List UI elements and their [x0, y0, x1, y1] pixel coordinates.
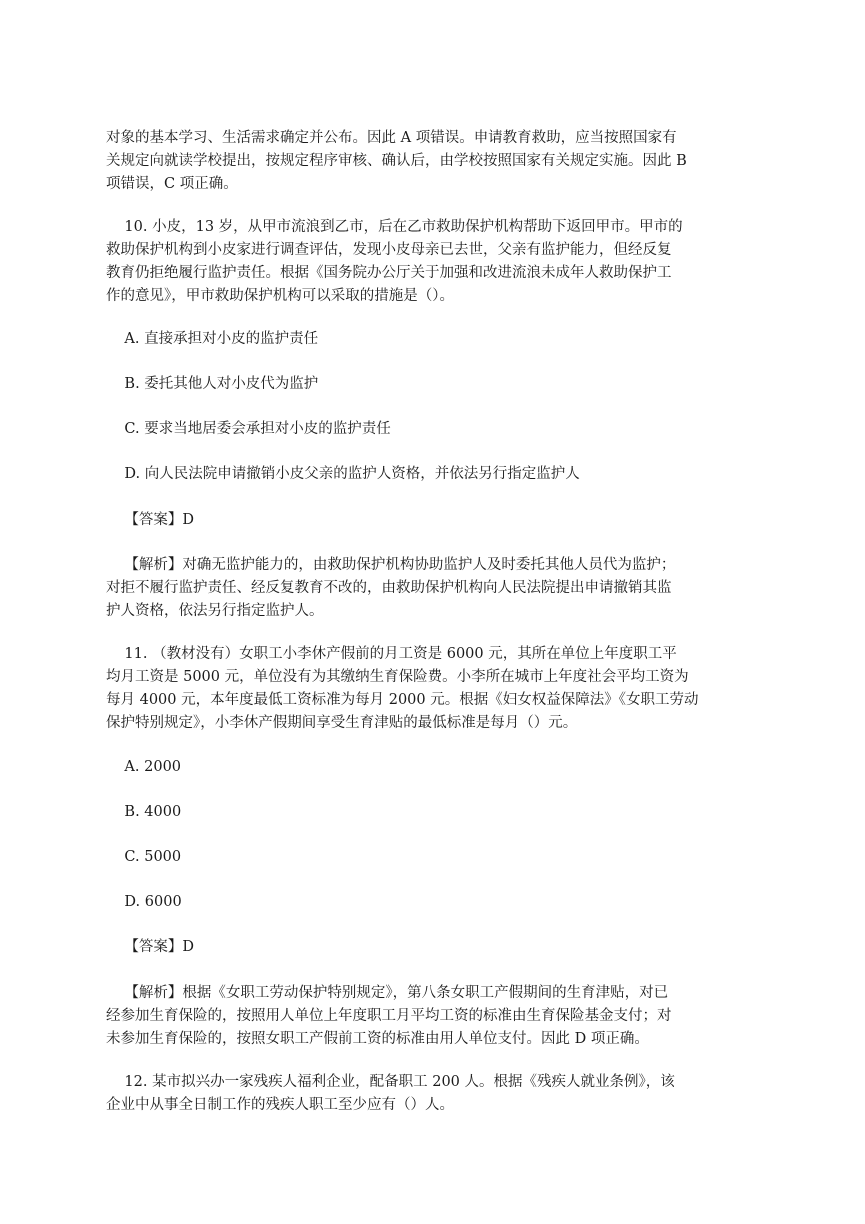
- option-a: [106, 756, 744, 779]
- text-line: C. 要求当地居委会承担对小皮的监护责任: [106, 421, 391, 437]
- text-line: B. 4000: [106, 804, 182, 820]
- question-12: [106, 1071, 744, 1117]
- text-line: 经参加生育保险的，按照用人单位上年度职工月平均工资的标准由生育保险基金支付；对: [106, 1008, 672, 1024]
- text-line: 救助保护机构到小皮家进行调查评估，发现小皮母亲已去世，父亲有监护能力，但经反复: [106, 242, 672, 258]
- text-line: 企业中从事全日制工作的残疾人职工至少应有（）人。: [106, 1097, 454, 1113]
- text-line: 关规定向就读学校提出，按规定程序审核、确认后，由学校按照国家有关规定实施。因此 B: [106, 153, 687, 169]
- text-line: 10. 小皮，13 岁，从甲市流浪到乙市，后在乙市救助保护机构帮助下返回甲市。甲市的: [106, 219, 683, 235]
- text-line: 对拒不履行监护责任、经反复教育不改的，由救助保护机构向人民法院提出申请撤销其监: [106, 580, 672, 596]
- text-line: B. 委托其他人对小皮代为监护: [106, 376, 319, 392]
- option-b: [106, 801, 744, 824]
- explanation: [106, 982, 744, 1051]
- text-line: 12. 某市拟兴办一家残疾人福利企业，配备职工 200 人。根据《残疾人就业条例》，该: [106, 1074, 675, 1090]
- text-line: 【解析】根据《女职工劳动保护特别规定》，第八条女职工产假期间的生育津贴，对已: [106, 985, 669, 1001]
- option-c: [106, 418, 744, 441]
- text-line: 教育仍拒绝履行监护责任。根据《国务院办公厅关于加强和改进流浪未成年人救助保护工: [106, 265, 672, 281]
- option-d: [106, 891, 744, 914]
- text-line: D. 向人民法院申请撤销小皮父亲的监护人资格，并依法另行指定监护人: [106, 466, 580, 482]
- text-line: 每月 4000 元，本年度最低工资标准为每月 2000 元。根据《妇女权益保障法》《女职工劳动: [106, 692, 699, 708]
- text-line: C. 5000: [106, 849, 182, 865]
- text-line: 项错误，C 项正确。: [106, 176, 238, 192]
- text-line: 保护特别规定》，小李休产假期间享受生育津贴的最低标准是每月（）元。: [106, 715, 578, 731]
- text-line: 未参加生育保险的，按照女职工产假前工资的标准由用人单位支付。因此 D 项正确。: [106, 1031, 649, 1047]
- option-a: [106, 328, 744, 351]
- question-11: [106, 643, 744, 735]
- question-10: [106, 216, 744, 308]
- answer: [106, 509, 744, 532]
- text-line: 对象的基本学习、生活需求确定并公布。因此 A 项错误。申请教育救助，应当按照国家有: [106, 130, 677, 146]
- text-line: D. 6000: [106, 894, 182, 910]
- text-line: 护人资格，依法另行指定监护人。: [106, 603, 324, 619]
- text-line: 作的意见》，甲市救助保护机构可以采取的措施是（）。: [106, 288, 454, 304]
- explanation: [106, 554, 744, 623]
- text-line: 【答案】D: [106, 939, 195, 955]
- text-line: 均月工资是 5000 元，单位没有为其缴纳生育保险费。小李所在城市上年度社会平均工资为: [106, 669, 689, 685]
- answer: [106, 936, 744, 959]
- option-c: [106, 846, 744, 869]
- text-line: 11. （教材没有）女职工小李休产假前的月工资是 6000 元，其所在单位上年度职工平: [106, 646, 677, 662]
- text-line: A. 2000: [106, 759, 182, 775]
- option-b: [106, 373, 744, 396]
- option-d: [106, 463, 744, 486]
- text-line: 【解析】对确无监护能力的，由救助保护机构协助监护人及时委托其他人员代为监护；: [106, 557, 676, 573]
- paragraph-continuation: [106, 127, 744, 196]
- text-line: A. 直接承担对小皮的监护责任: [106, 331, 319, 347]
- text-line: 【答案】D: [106, 512, 195, 528]
